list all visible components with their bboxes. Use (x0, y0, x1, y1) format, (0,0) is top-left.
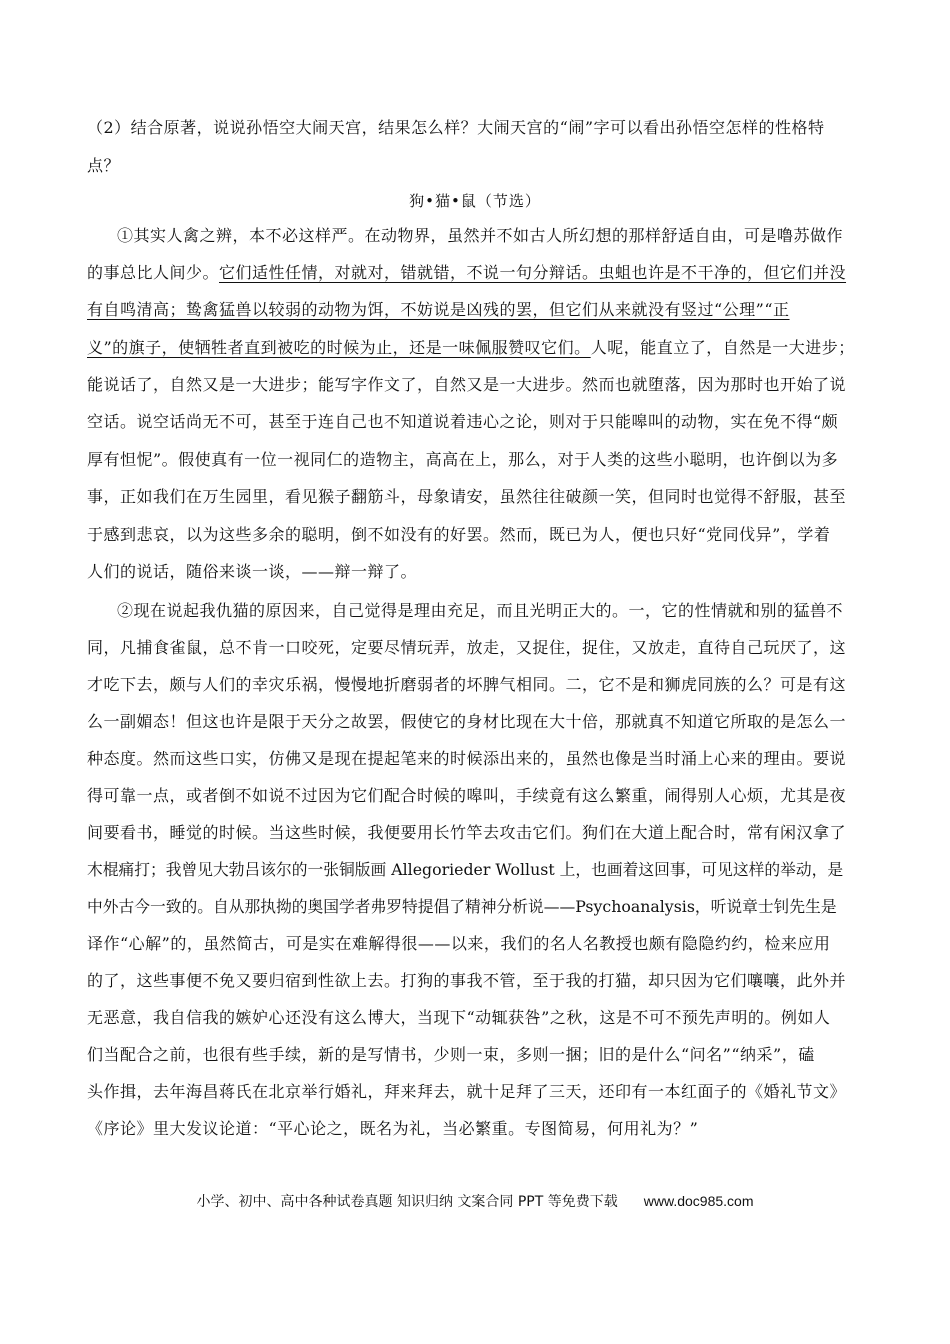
p2-line-2: 同，凡捕食雀鼠，总不肯一口咬死，定要尽情玩弄，放走，又捉住，捉住，又放走，直待自己玩厌了，这 (87, 638, 847, 657)
p1-line-8: 事，正如我们在万生园里，看见猴子翻筋斗，母象请安，虽然往往破颜一笑，但同时也觉得不舒服，甚至 (87, 487, 847, 506)
p2-line-8: 木棍痛打；我曾见大勃吕该尔的一张铜版画 Allegorieder Wollust 上，也画着这回事，可见这样的举动，是 (87, 860, 844, 879)
p2-line-4: 么一副媚态！但这也许是限于天分之故罢，假使它的身材比现在大十倍，那就真不知道它所取的是怎么一 (87, 712, 847, 731)
p2-line-9: 中外古今一致的。自从那执拗的奥国学者弗罗特提倡了精神分析说——Psychoanalysis，听说章士钊先生是 (87, 897, 837, 916)
footer-text: 小学、初中、高中各种试卷真题 知识归纳 文案合同 PPT 等免费下载 (196, 1194, 618, 1210)
p1-line-1: ①其实人禽之辨，本不必这样严。在动物界，虽然并不如古人所幻想的那样舒适自由，可是噜苏做作 (117, 226, 844, 245)
underlined-sentence: 它们适性任情，对就对，错就错，不说一句分辩话。虫蛆也许是不干净的，但它们并没 (219, 263, 847, 282)
article-title: 狗•猫•鼠（节选） (409, 192, 541, 210)
p2-line-1: ②现在说起我仇猫的原因来，自己觉得是理由充足，而且光明正大的。一，它的性情就和别的猛兽不 (117, 601, 844, 620)
p1-line-4 (87, 337, 867, 359)
question-line-2: 点？ (87, 156, 121, 175)
p2-line-5: 种态度。然而这些口实，仿佛又是现在提起笔来的时候添出来的，虽然也像是当时涌上心来的理由。要说 (87, 749, 847, 768)
page-footer (0, 1191, 950, 1212)
p2-line-6: 得可靠一点，或者倒不如说不过因为它们配合时候的嗥叫，手续竟有这么繁重，闹得别人心烦，尤其是夜 (87, 786, 847, 805)
p2-line-10: 译作“心解”的，虽然简古，可是实在难解得很——以来，我们的名人名教授也颇有隐隐约约，检来应用 (87, 934, 831, 953)
p2-line-14: 头作揖，去年海昌蒋氏在北京举行婚礼，拜来拜去，就十足拜了三天，还印有一本红面子的《婚礼节文》 (87, 1082, 847, 1101)
p1-line-7: 厚有怛怩”。假使真有一位一视同仁的造物主，高高在上，那么，对于人类的这些小聪明，也许倒以为多 (87, 450, 839, 469)
question-line-1: （2）结合原著，说说孙悟空大闹天宫，结果怎么样？大闹天宫的“闹”字可以看出孙悟空怎样的性格特 (87, 118, 825, 137)
p1-line-3: 有自鸣清高；鸷禽猛兽以较弱的动物为饵，不妨说是凶残的罢，但它们从来就没有竖过“公理”“正 (87, 300, 790, 319)
p2-line-7: 间要看书，睡觉的时候。当这些时候，我便要用长竹竿去攻击它们。狗们在大道上配合时，常有闲汉拿了 (87, 823, 847, 842)
p1-line-10: 人们的说话，随俗来谈一谈，——辩一辩了。 (87, 562, 418, 581)
p2-line-12: 无恶意，我自信我的嫉妒心还没有这么博大，当现下“动辄获咎”之秋，这是不可不预先声明的。例如人 (87, 1008, 831, 1027)
p1-line-9: 于感到悲哀，以为这些多余的聪明，倒不如没有的好罢。然而，既已为人，便也只好“党同伐异”，学着 (87, 525, 831, 544)
footer-site-link[interactable]: www.doc985.com (643, 1193, 754, 1209)
p2-line-11: 的了，这些事便不免又要归宿到性欲上去。打狗的事我不管，至于我的打猫，却只因为它们嚷嚷，此外并 (87, 971, 847, 990)
p1-line-5: 能说话了，自然又是一大进步；能写字作文了，自然又是一大进步。然而也就堕落，因为那时也开始了说 (87, 375, 847, 394)
p1-line-4-plain: 人呢，能直立了，自然是一大进步； (590, 338, 855, 357)
p2-line-13: 们当配合之前，也很有些手续，新的是写情书，少则一束，多则一捆；旧的是什么“问名”“纳采”，磕 (87, 1045, 815, 1064)
p1-line-2 (87, 262, 867, 284)
p1-line-6: 空话。说空话尚无不可，甚至于连自己也不知道说着违心之论，则对于只能嗥叫的动物，实在免不得“颇 (87, 412, 839, 431)
p2-line-15: 《序论》里大发议论道：“平心论之，既名为礼，当必繁重。专图简易，何用礼为？” (87, 1119, 699, 1138)
p1-line-2-plain: 的事总比人间少。 (87, 263, 220, 282)
p2-line-3: 才吃下去，颇与人们的幸灾乐祸，慢慢地折磨弱者的坏脾气相同。二，它不是和狮虎同族的么？可是有这 (87, 675, 847, 694)
underlined-sentence-end: 义”的旗子，使牺牲者直到被吃的时候为止，还是一味佩服赞叹它们。 (87, 338, 591, 357)
